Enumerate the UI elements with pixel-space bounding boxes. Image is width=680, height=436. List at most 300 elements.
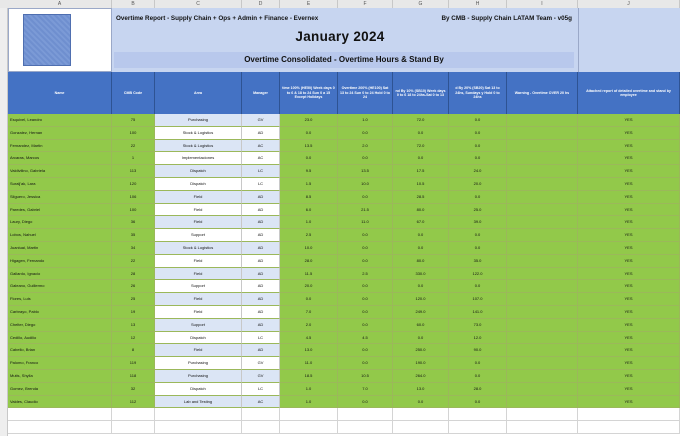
table-row[interactable] xyxy=(8,383,680,396)
standby-20-cell[interactable]: 0.0 xyxy=(449,152,507,165)
attached-report-cell[interactable]: YES xyxy=(578,191,680,204)
empty-cell[interactable] xyxy=(449,421,507,434)
manager-cell[interactable]: LC xyxy=(242,165,280,178)
cmb-code-cell[interactable]: 118 xyxy=(112,370,155,383)
empty-cell[interactable] xyxy=(393,408,449,421)
empty-cell[interactable] xyxy=(155,421,242,434)
overtime-200-cell[interactable]: 0.0 xyxy=(338,127,393,140)
warning-cell[interactable] xyxy=(507,268,578,281)
column-letter-g[interactable]: G xyxy=(393,0,449,8)
overtime-200-cell[interactable]: 13.5 xyxy=(338,165,393,178)
table-row[interactable] xyxy=(8,255,680,268)
overtime-200-cell[interactable]: 0.0 xyxy=(338,306,393,319)
overtime-100-cell[interactable]: 1.0 xyxy=(280,216,338,229)
warning-cell[interactable] xyxy=(507,357,578,370)
table-row[interactable] xyxy=(8,370,680,383)
empty-cell[interactable] xyxy=(8,421,112,434)
empty-cell[interactable] xyxy=(112,421,155,434)
employee-name-cell[interactable]: Higagen, Fernando xyxy=(8,255,112,268)
employee-name-cell[interactable]: Cabello, Brian xyxy=(8,344,112,357)
employee-name-cell[interactable]: Gonzalez, Hernan xyxy=(8,127,112,140)
empty-cell[interactable] xyxy=(338,408,393,421)
attached-report-cell[interactable]: YES xyxy=(578,357,680,370)
empty-cell[interactable] xyxy=(280,408,338,421)
cmb-code-cell[interactable]: 113 xyxy=(112,165,155,178)
cmb-code-cell[interactable]: 22 xyxy=(112,140,155,153)
employee-name-cell[interactable]: Carbrayo, Pablo xyxy=(8,306,112,319)
cmb-code-cell[interactable]: 120 xyxy=(112,178,155,191)
manager-cell[interactable]: AD xyxy=(242,127,280,140)
column-letter-a[interactable]: A xyxy=(8,0,112,8)
cmb-code-cell[interactable]: 75 xyxy=(112,114,155,127)
overtime-200-cell[interactable]: 0.0 xyxy=(338,229,393,242)
manager-cell[interactable]: AD xyxy=(242,216,280,229)
standby-10-cell[interactable]: 0.0 xyxy=(393,396,449,409)
table-row[interactable] xyxy=(8,344,680,357)
cmb-code-cell[interactable]: 32 xyxy=(112,383,155,396)
overtime-200-cell[interactable]: 0.0 xyxy=(338,344,393,357)
overtime-100-cell[interactable]: 4.5 xyxy=(280,332,338,345)
empty-cell[interactable] xyxy=(507,408,578,421)
standby-10-cell[interactable]: 0.0 xyxy=(393,332,449,345)
standby-10-cell[interactable]: 330.0 xyxy=(393,268,449,281)
standby-10-cell[interactable]: 0.0 xyxy=(393,280,449,293)
warning-cell[interactable] xyxy=(507,140,578,153)
table-row[interactable] xyxy=(8,114,680,127)
standby-20-cell[interactable]: 20.0 xyxy=(449,178,507,191)
standby-20-cell[interactable]: 28.0 xyxy=(449,383,507,396)
employee-name-cell[interactable]: Gallardo, Ignacio xyxy=(8,268,112,281)
overtime-100-cell[interactable]: 11.5 xyxy=(280,268,338,281)
cmb-code-cell[interactable]: 100 xyxy=(112,127,155,140)
employee-name-cell[interactable]: Mutis, Shylla xyxy=(8,370,112,383)
manager-cell[interactable]: AD xyxy=(242,191,280,204)
warning-cell[interactable] xyxy=(507,344,578,357)
manager-cell[interactable]: AD xyxy=(242,344,280,357)
standby-10-cell[interactable]: 0.0 xyxy=(393,229,449,242)
attached-report-cell[interactable]: YES xyxy=(578,268,680,281)
empty-cell[interactable] xyxy=(242,421,280,434)
overtime-200-cell[interactable]: 0.0 xyxy=(338,396,393,409)
employee-name-cell[interactable]: Chelter, Diego xyxy=(8,319,112,332)
attached-report-cell[interactable]: YES xyxy=(578,127,680,140)
table-row[interactable] xyxy=(8,242,680,255)
cmb-code-cell[interactable]: 26 xyxy=(112,280,155,293)
area-cell[interactable]: Support xyxy=(155,280,242,293)
standby-10-cell[interactable]: 0.0 xyxy=(393,127,449,140)
cmb-code-cell[interactable]: 100 xyxy=(112,204,155,217)
cmb-code-cell[interactable]: 12 xyxy=(112,332,155,345)
table-row[interactable] xyxy=(8,204,680,217)
standby-10-cell[interactable]: 72.0 xyxy=(393,114,449,127)
employee-name-cell[interactable]: Galeano, Guillermo xyxy=(8,280,112,293)
overtime-200-cell[interactable]: 0.0 xyxy=(338,357,393,370)
overtime-100-cell[interactable]: 6.0 xyxy=(280,204,338,217)
warning-cell[interactable] xyxy=(507,191,578,204)
overtime-200-cell[interactable]: 4.5 xyxy=(338,332,393,345)
table-row[interactable] xyxy=(8,178,680,191)
manager-cell[interactable]: LC xyxy=(242,383,280,396)
header-overtime-100[interactable]: time 100% (HE50) Week days 0 to 6 & 18 to 24 Sun 0 a 15 Except Holidays xyxy=(280,72,338,114)
table-row[interactable] xyxy=(8,165,680,178)
overtime-100-cell[interactable]: 2.5 xyxy=(280,229,338,242)
overtime-200-cell[interactable]: 0.0 xyxy=(338,280,393,293)
employee-name-cell[interactable]: Cedillo, Audilio xyxy=(8,332,112,345)
warning-cell[interactable] xyxy=(507,370,578,383)
standby-20-cell[interactable]: 122.0 xyxy=(449,268,507,281)
employee-name-cell[interactable]: Esquivel, Leandro xyxy=(8,114,112,127)
standby-20-cell[interactable]: 141.0 xyxy=(449,306,507,319)
area-cell[interactable]: Field xyxy=(155,268,242,281)
area-cell[interactable]: Field xyxy=(155,344,242,357)
standby-10-cell[interactable]: 250.0 xyxy=(393,344,449,357)
warning-cell[interactable] xyxy=(507,319,578,332)
attached-report-cell[interactable]: YES xyxy=(578,332,680,345)
standby-10-cell[interactable]: 67.0 xyxy=(393,216,449,229)
empty-cell[interactable] xyxy=(280,421,338,434)
standby-20-cell[interactable]: 12.0 xyxy=(449,332,507,345)
standby-20-cell[interactable]: 0.0 xyxy=(449,127,507,140)
standby-20-cell[interactable]: 0.0 xyxy=(449,140,507,153)
column-letter-i[interactable]: I xyxy=(507,0,578,8)
empty-cell[interactable] xyxy=(578,408,680,421)
employee-name-cell[interactable]: Fernandez, Martin xyxy=(8,140,112,153)
header-name[interactable]: Name xyxy=(8,72,112,114)
standby-20-cell[interactable]: 0.0 xyxy=(449,280,507,293)
column-letter-c[interactable]: C xyxy=(155,0,242,8)
overtime-200-cell[interactable]: 2.0 xyxy=(338,140,393,153)
employee-name-cell[interactable]: Gomez, Brenda xyxy=(8,383,112,396)
employee-name-cell[interactable]: Paredes, Gabriel xyxy=(8,204,112,217)
warning-cell[interactable] xyxy=(507,114,578,127)
table-row[interactable] xyxy=(8,216,680,229)
overtime-200-cell[interactable]: 21.5 xyxy=(338,204,393,217)
table-row[interactable] xyxy=(8,396,680,409)
attached-report-cell[interactable]: YES xyxy=(578,152,680,165)
standby-20-cell[interactable]: 73.0 xyxy=(449,319,507,332)
empty-cell[interactable] xyxy=(507,421,578,434)
employee-name-cell[interactable]: Palomo, Franco xyxy=(8,357,112,370)
area-cell[interactable]: Support xyxy=(155,319,242,332)
overtime-100-cell[interactable]: 0.0 xyxy=(280,127,338,140)
standby-10-cell[interactable]: 80.0 xyxy=(393,204,449,217)
overtime-100-cell[interactable]: 13.5 xyxy=(280,140,338,153)
overtime-200-cell[interactable]: 0.0 xyxy=(338,152,393,165)
overtime-200-cell[interactable]: 0.0 xyxy=(338,242,393,255)
column-letter-b[interactable]: B xyxy=(112,0,155,8)
overtime-100-cell[interactable]: 8.5 xyxy=(280,191,338,204)
warning-cell[interactable] xyxy=(507,178,578,191)
header-attached-report[interactable]: Attached report of detailed overtime and stand by employee xyxy=(578,72,680,114)
overtime-100-cell[interactable]: 28.0 xyxy=(280,255,338,268)
header-overtime-200[interactable]: Overtime 200% (HE100) Sat 13 to 24 Sun 0 to 24 Hold 0 to 24 xyxy=(338,72,393,114)
overtime-100-cell[interactable]: 1.0 xyxy=(280,383,338,396)
table-row[interactable] xyxy=(8,357,680,370)
area-cell[interactable]: Dispatch xyxy=(155,178,242,191)
warning-cell[interactable] xyxy=(507,165,578,178)
warning-cell[interactable] xyxy=(507,332,578,345)
attached-report-cell[interactable]: YES xyxy=(578,242,680,255)
employee-name-cell[interactable]: Juaniuai, Martin xyxy=(8,242,112,255)
manager-cell[interactable]: AD xyxy=(242,204,280,217)
warning-cell[interactable] xyxy=(507,152,578,165)
employee-name-cell[interactable]: Silguero, Jessica xyxy=(8,191,112,204)
area-cell[interactable]: Field xyxy=(155,293,242,306)
area-cell[interactable]: Stock & Logistics xyxy=(155,140,242,153)
overtime-200-cell[interactable]: 0.0 xyxy=(338,255,393,268)
empty-cell[interactable] xyxy=(393,421,449,434)
manager-cell[interactable]: AD xyxy=(242,280,280,293)
attached-report-cell[interactable]: YES xyxy=(578,114,680,127)
area-cell[interactable]: Support xyxy=(155,229,242,242)
attached-report-cell[interactable]: YES xyxy=(578,293,680,306)
header-area[interactable]: Area xyxy=(155,72,242,114)
standby-20-cell[interactable]: 0.0 xyxy=(449,114,507,127)
overtime-100-cell[interactable]: 20.0 xyxy=(280,280,338,293)
attached-report-cell[interactable]: YES xyxy=(578,255,680,268)
standby-20-cell[interactable]: 0.0 xyxy=(449,229,507,242)
warning-cell[interactable] xyxy=(507,306,578,319)
standby-10-cell[interactable]: 0.0 xyxy=(393,242,449,255)
standby-20-cell[interactable]: 25.0 xyxy=(449,204,507,217)
attached-report-cell[interactable]: YES xyxy=(578,280,680,293)
area-cell[interactable]: Dispatch xyxy=(155,332,242,345)
table-row[interactable] xyxy=(8,293,680,306)
area-cell[interactable]: Lab and Testing xyxy=(155,396,242,409)
empty-cell[interactable] xyxy=(8,408,112,421)
manager-cell[interactable]: AD xyxy=(242,293,280,306)
manager-cell[interactable]: LC xyxy=(242,332,280,345)
area-cell[interactable]: Stock & Logistics xyxy=(155,242,242,255)
table-row[interactable] xyxy=(8,332,680,345)
attached-report-cell[interactable]: YES xyxy=(578,178,680,191)
header-warning[interactable]: Warning - Overtime OVER 20 hs xyxy=(507,72,578,114)
area-cell[interactable]: Purchasing xyxy=(155,357,242,370)
overtime-200-cell[interactable]: 1.0 xyxy=(338,114,393,127)
employee-name-cell[interactable]: Arcaras, Marcos xyxy=(8,152,112,165)
overtime-200-cell[interactable]: 0.0 xyxy=(338,319,393,332)
overtime-100-cell[interactable]: 0.0 xyxy=(280,152,338,165)
cmb-code-cell[interactable]: 25 xyxy=(112,293,155,306)
cmb-code-cell[interactable]: 28 xyxy=(112,268,155,281)
standby-10-cell[interactable]: 264.0 xyxy=(393,370,449,383)
header-cmb-code[interactable]: CMB Code xyxy=(112,72,155,114)
area-cell[interactable]: Field xyxy=(155,255,242,268)
area-cell[interactable]: Dispatch xyxy=(155,383,242,396)
standby-20-cell[interactable]: 0.0 xyxy=(449,396,507,409)
manager-cell[interactable]: GV xyxy=(242,370,280,383)
attached-report-cell[interactable]: YES xyxy=(578,204,680,217)
manager-cell[interactable]: AC xyxy=(242,140,280,153)
employee-name-cell[interactable]: Lobos, Nahuel xyxy=(8,229,112,242)
standby-10-cell[interactable]: 80.0 xyxy=(393,255,449,268)
column-letter-h[interactable]: H xyxy=(449,0,507,8)
table-row[interactable] xyxy=(8,268,680,281)
standby-20-cell[interactable]: 90.0 xyxy=(449,344,507,357)
overtime-100-cell[interactable]: 23.0 xyxy=(280,114,338,127)
standby-10-cell[interactable]: 120.0 xyxy=(393,293,449,306)
area-cell[interactable]: Field xyxy=(155,191,242,204)
overtime-100-cell[interactable]: 1.5 xyxy=(280,178,338,191)
manager-cell[interactable]: LC xyxy=(242,178,280,191)
manager-cell[interactable]: GV xyxy=(242,357,280,370)
employee-name-cell[interactable]: Valdivilino, Gabriela xyxy=(8,165,112,178)
cmb-code-cell[interactable]: 119 xyxy=(112,357,155,370)
employee-name-cell[interactable]: Valdes, Claudio xyxy=(8,396,112,409)
warning-cell[interactable] xyxy=(507,383,578,396)
attached-report-cell[interactable]: YES xyxy=(578,140,680,153)
standby-10-cell[interactable]: 28.5 xyxy=(393,191,449,204)
area-cell[interactable]: Field xyxy=(155,216,242,229)
area-cell[interactable]: Stock & Logistics xyxy=(155,127,242,140)
table-row[interactable] xyxy=(8,280,680,293)
manager-cell[interactable]: AD xyxy=(242,268,280,281)
attached-report-cell[interactable]: YES xyxy=(578,370,680,383)
header-standby-20[interactable]: d By 20% (SB20) Sat 13 to 24hs, Sundays y Hold 0 to 24hs xyxy=(449,72,507,114)
employee-name-cell[interactable]: Suralj'ak, Lara xyxy=(8,178,112,191)
month-title[interactable]: January 2024 xyxy=(295,29,385,44)
standby-20-cell[interactable]: 0.0 xyxy=(449,191,507,204)
cmb-code-cell[interactable]: 112 xyxy=(112,396,155,409)
attached-report-cell[interactable]: YES xyxy=(578,306,680,319)
standby-20-cell[interactable]: 0.0 xyxy=(449,242,507,255)
standby-20-cell[interactable]: 24.0 xyxy=(449,165,507,178)
column-letter-d[interactable]: D xyxy=(242,0,280,8)
warning-cell[interactable] xyxy=(507,242,578,255)
table-row[interactable] xyxy=(8,152,680,165)
manager-cell[interactable]: AD xyxy=(242,255,280,268)
manager-cell[interactable]: AC xyxy=(242,396,280,409)
standby-10-cell[interactable]: 17.5 xyxy=(393,165,449,178)
overtime-200-cell[interactable]: 2.5 xyxy=(338,268,393,281)
table-row[interactable] xyxy=(8,229,680,242)
standby-10-cell[interactable]: 10.5 xyxy=(393,178,449,191)
report-title[interactable]: Overtime Report - Supply Chain + Ops + Admin + Finance - Evernex xyxy=(116,15,319,22)
standby-10-cell[interactable]: 0.0 xyxy=(393,152,449,165)
manager-cell[interactable]: GV xyxy=(242,114,280,127)
overtime-100-cell[interactable]: 9.5 xyxy=(280,165,338,178)
area-cell[interactable]: Purchasing xyxy=(155,370,242,383)
standby-20-cell[interactable]: 107.0 xyxy=(449,293,507,306)
overtime-100-cell[interactable]: 7.0 xyxy=(280,306,338,319)
area-cell[interactable]: Dispatch xyxy=(155,165,242,178)
cmb-code-cell[interactable]: 19 xyxy=(112,306,155,319)
overtime-100-cell[interactable]: 18.5 xyxy=(280,370,338,383)
column-letter-f[interactable]: F xyxy=(338,0,393,8)
attached-report-cell[interactable]: YES xyxy=(578,216,680,229)
attached-report-cell[interactable]: YES xyxy=(578,319,680,332)
warning-cell[interactable] xyxy=(507,280,578,293)
overtime-100-cell[interactable]: 10.0 xyxy=(280,242,338,255)
cmb-code-cell[interactable]: 36 xyxy=(112,216,155,229)
area-cell[interactable]: Purchasing xyxy=(155,114,242,127)
empty-cell[interactable] xyxy=(112,408,155,421)
header-standby-10[interactable]: nd By 10% (SB10) Week days 0 to 6 18 to 24hs-Sat 0 to 13 xyxy=(393,72,449,114)
standby-10-cell[interactable]: 190.0 xyxy=(393,357,449,370)
standby-20-cell[interactable]: 0.0 xyxy=(449,370,507,383)
cmb-code-cell[interactable]: 8 xyxy=(112,344,155,357)
manager-cell[interactable]: AD xyxy=(242,242,280,255)
empty-row[interactable] xyxy=(8,421,680,434)
cmb-code-cell[interactable]: 13 xyxy=(112,319,155,332)
overtime-200-cell[interactable]: 10.5 xyxy=(338,370,393,383)
standby-10-cell[interactable]: 249.0 xyxy=(393,306,449,319)
warning-cell[interactable] xyxy=(507,204,578,217)
warning-cell[interactable] xyxy=(507,127,578,140)
overtime-200-cell[interactable]: 7.0 xyxy=(338,383,393,396)
header-manager[interactable]: Manager xyxy=(242,72,280,114)
cmb-code-cell[interactable]: 35 xyxy=(112,229,155,242)
overtime-100-cell[interactable]: 11.0 xyxy=(280,357,338,370)
column-letter-j[interactable]: J xyxy=(578,0,680,8)
employee-name-cell[interactable]: Laury, Diego xyxy=(8,216,112,229)
warning-cell[interactable] xyxy=(507,293,578,306)
cmb-code-cell[interactable]: 34 xyxy=(112,242,155,255)
table-row[interactable] xyxy=(8,319,680,332)
overtime-200-cell[interactable]: 0.0 xyxy=(338,191,393,204)
table-row[interactable] xyxy=(8,306,680,319)
cmb-code-cell[interactable]: 22 xyxy=(112,255,155,268)
attached-report-cell[interactable]: YES xyxy=(578,229,680,242)
employee-name-cell[interactable]: Flores, Luis xyxy=(8,293,112,306)
manager-cell[interactable]: AD xyxy=(242,229,280,242)
overtime-100-cell[interactable]: 2.0 xyxy=(280,319,338,332)
manager-cell[interactable]: AD xyxy=(242,306,280,319)
logo-cell[interactable] xyxy=(8,8,112,72)
cmb-code-cell[interactable]: 1 xyxy=(112,152,155,165)
standby-20-cell[interactable]: 0.0 xyxy=(449,357,507,370)
attached-report-cell[interactable]: YES xyxy=(578,383,680,396)
empty-cell[interactable] xyxy=(449,408,507,421)
warning-cell[interactable] xyxy=(507,255,578,268)
empty-cell[interactable] xyxy=(578,421,680,434)
table-row[interactable] xyxy=(8,191,680,204)
cmb-code-cell[interactable]: 106 xyxy=(112,191,155,204)
empty-cell[interactable] xyxy=(242,408,280,421)
overtime-200-cell[interactable]: 0.0 xyxy=(338,293,393,306)
warning-cell[interactable] xyxy=(507,396,578,409)
table-row[interactable] xyxy=(8,140,680,153)
column-letter-e[interactable]: E xyxy=(280,0,338,8)
overtime-100-cell[interactable]: 13.0 xyxy=(280,344,338,357)
attached-report-cell[interactable]: YES xyxy=(578,396,680,409)
report-subtitle[interactable]: Overtime Consolidated - Overtime Hours & Stand By xyxy=(114,52,574,68)
report-author[interactable]: By CMB - Supply Chain LATAM Team - v05g xyxy=(441,15,572,22)
area-cell[interactable]: Field xyxy=(155,306,242,319)
table-row[interactable] xyxy=(8,127,680,140)
overtime-100-cell[interactable]: 0.0 xyxy=(280,293,338,306)
empty-cell[interactable] xyxy=(338,421,393,434)
attached-report-cell[interactable]: YES xyxy=(578,344,680,357)
warning-cell[interactable] xyxy=(507,216,578,229)
overtime-200-cell[interactable]: 10.0 xyxy=(338,178,393,191)
standby-20-cell[interactable]: 35.0 xyxy=(449,255,507,268)
standby-10-cell[interactable]: 72.0 xyxy=(393,140,449,153)
area-cell[interactable]: Field xyxy=(155,204,242,217)
standby-10-cell[interactable]: 13.0 xyxy=(393,383,449,396)
manager-cell[interactable]: AC xyxy=(242,152,280,165)
standby-20-cell[interactable]: 39.0 xyxy=(449,216,507,229)
empty-cell[interactable] xyxy=(155,408,242,421)
overtime-200-cell[interactable]: 11.0 xyxy=(338,216,393,229)
area-cell[interactable]: Implementaciones xyxy=(155,152,242,165)
empty-row[interactable] xyxy=(8,408,680,421)
attached-report-cell[interactable]: YES xyxy=(578,165,680,178)
standby-10-cell[interactable]: 60.0 xyxy=(393,319,449,332)
overtime-100-cell[interactable]: 1.0 xyxy=(280,396,338,409)
warning-cell[interactable] xyxy=(507,229,578,242)
manager-cell[interactable]: AD xyxy=(242,319,280,332)
